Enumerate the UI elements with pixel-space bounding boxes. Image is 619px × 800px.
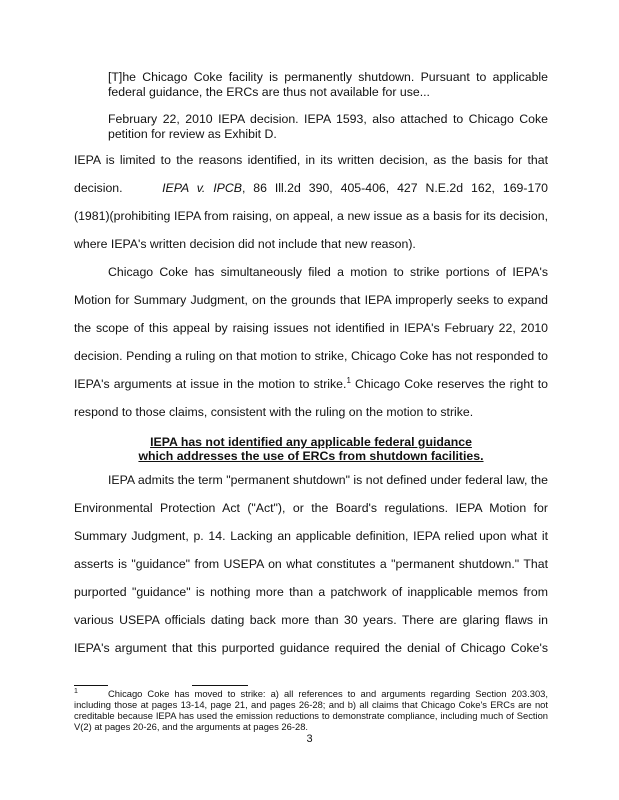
body-line: where IEPA's written decision did not include that new reason). — [74, 237, 416, 251]
body-line: decision. Pending a ruling on that motion to strike, Chicago Coke has not responded to — [74, 349, 548, 363]
footnote-separator — [74, 685, 108, 686]
body-line: Summary Judgment, p. 14. Lacking an applicable definition, IEPA relied upon what it — [74, 529, 548, 543]
body-line: (1981)(prohibiting IEPA from raising, on appeal, a new issue as a basis for its decision, — [74, 209, 548, 223]
body-line: purported "guidance" is nothing more than a patchwork of inapplicable memos from — [74, 585, 548, 599]
body-line-with-footnote-ref — [74, 377, 548, 392]
footnote-reference[interactable]: 1 — [346, 377, 351, 385]
body-line: IEPA admits the term "permanent shutdown" is not defined under federal law, the — [108, 473, 548, 487]
section-heading — [74, 435, 548, 463]
block-quote — [108, 70, 548, 142]
body-text: IEPA's arguments at issue in the motion to strike. — [74, 377, 347, 391]
footnote — [74, 688, 548, 732]
case-citation: IEPA v. IPCB — [162, 181, 242, 195]
body-line: Environmental Protection Act ("Act"), or the Board's regulations. IEPA Motion for — [74, 501, 548, 515]
body-line: Motion for Summary Judgment, on the grounds that IEPA improperly seeks to expand — [74, 293, 548, 307]
body-line: respond to those claims, consistent with the ruling on the motion to strike. — [74, 405, 474, 419]
body-line: the scope of this appeal by raising issues not identified in IEPA's February 22, 2010 — [74, 321, 548, 335]
footnote-separator — [192, 685, 248, 686]
body-text: decision. — [74, 181, 123, 195]
body-text: , 86 Ill.2d 390, 405-406, 427 N.E.2d 162, 169-170 — [241, 181, 548, 195]
section-heading-line-2: which addresses the use of ERCs from shutdown facilities. — [138, 449, 484, 463]
block-quote-para-1: [T]he Chicago Coke facility is permanently shutdown. Pursuant to applicable federal guidance, the ERCs are thus not available for use... — [108, 70, 548, 99]
body-line: various USEPA officials dating back more than 30 years. There are glaring flaws in — [74, 613, 548, 627]
body-line-with-citation — [74, 181, 548, 196]
footnote-text: Chicago Coke has moved to strike: a) all references to and arguments regarding Section 203.303, including those at pages 13-14, page 21, and pages 26-28; and b) all claims that Chicago Coke's ERCs are not creditable because IEPA has used the emission reductions to demonstrate compliance, including much of Section V(2) at pages 20-26, and the arguments at pages 26-28. — [74, 688, 548, 732]
body-line: Chicago Coke has simultaneously filed a motion to strike portions of IEPA's — [108, 265, 548, 279]
body-text: Chicago Coke reserves the right to — [350, 377, 548, 391]
body-line: asserts is "guidance" from USEPA on what constitutes a "permanent shutdown." That — [74, 557, 548, 571]
footnote-marker: 1 — [74, 687, 78, 695]
section-heading-line-1: IEPA has not identified any applicable federal guidance — [150, 435, 472, 449]
page-number: 3 — [306, 733, 313, 745]
body-line: IEPA is limited to the reasons identified, in its written decision, as the basis for that — [74, 153, 548, 167]
body-line: IEPA's argument that this purported guidance required the denial of Chicago Coke's — [74, 641, 548, 655]
block-quote-para-2: February 22, 2010 IEPA decision. IEPA 1593, also attached to Chicago Coke petition for review as Exhibit D. — [108, 112, 548, 141]
